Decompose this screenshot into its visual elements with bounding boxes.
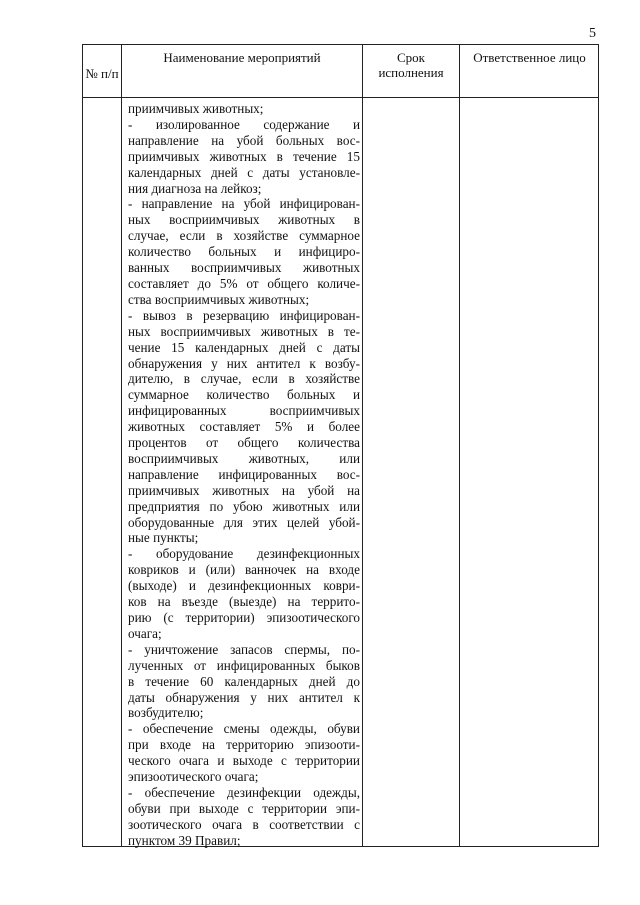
header-divider [83,97,598,98]
activity-line: инфицированных восприимчивых [128,403,360,419]
activity-line: возбудителю; [128,705,204,721]
activity-line: дителю, в случае, если в хозяйстве [128,371,360,387]
activity-line: чение 15 календарных дней с даты [128,339,360,355]
activity-line: - изолированное содержание и [128,116,360,132]
measures-table [82,44,599,847]
activity-line: - направление на убой инфицирован- [128,196,360,212]
activity-line: приимчивых животных в течение 15 [128,148,360,164]
activity-line: животных составляет 5% и более [128,419,360,435]
activity-line: в течение 60 календарных дней до [128,673,360,689]
column-divider [121,45,122,846]
activity-line: ния диагноза на лейкоз; [128,180,262,196]
activity-line: ные пункты; [128,530,199,546]
activity-line: составляет до 5% от общего количе- [128,275,360,291]
activity-line: приимчивых животных на убой на [128,482,360,498]
activity-line: обуви при выходе с территории эпи- [128,800,360,816]
activity-line: ванных восприимчивых животных [128,260,360,276]
activity-line: - обеспечение смены одежды, обуви [128,721,360,737]
activity-line: зоотического очага в соответствии с [128,816,360,832]
activity-line: - обеспечение дезинфекции одежды, [128,784,360,800]
activity-line: ков на въезде (выезде) на террито- [128,594,360,610]
column-divider [459,45,460,846]
column-divider [362,45,363,846]
activity-line: ных восприимчивых животных в [128,212,360,228]
activity-line: очага; [128,625,162,641]
activity-line: при входе на территорию эпизооти- [128,737,360,753]
activity-line: - оборудование дезинфекционных [128,546,360,562]
activity-line: ных восприимчивых животных в те- [128,323,360,339]
activity-line: эпизоотического очага; [128,769,259,785]
header-responsible: Ответственное лицо [473,50,586,65]
activity-line: направление инфицированных вос- [128,466,360,482]
activity-line: рию (с территории) эпизоотического [128,610,360,625]
activity-line: суммарное количество больных и [128,387,360,403]
activity-line: процентов от общего количества [128,435,360,451]
activity-line: лученных от инфицированных быков [128,657,360,673]
activity-line: направление на убой больных вос- [128,132,360,148]
activity-line: ческого очага и выходе с территории [128,753,360,769]
activity-line: восприимчивых животных, или [128,450,360,466]
activity-line: оборудованные для этих целей убой- [128,514,360,530]
activity-line: календарных дней с даты установле- [128,164,360,180]
activity-line: пунктом 39 Правил; [128,832,241,848]
activity-line: случае, если в хозяйстве суммарное [128,228,360,244]
activity-line: ковриков и (или) ванночек на входе [128,562,360,578]
activity-line: количество больных и инфициро- [128,244,360,260]
header-number: № п/п [85,66,119,81]
activity-line: - вывоз в резервацию инфицирован- [128,307,360,323]
activity-line: обнаружения у них антител к возбу- [128,355,360,371]
header-activity: Наименование мероприятий [163,50,321,65]
activity-line: приимчивых животных; [128,101,264,116]
activity-line: - уничтожение запасов спермы, по- [128,641,360,657]
header-deadline: Срок исполнения [378,50,444,80]
activity-line: (выходе) и дезинфекционных коври- [128,578,360,594]
activity-line: даты обнаружения у них антител к [128,689,360,705]
page-number: 5 [589,26,596,41]
activity-line: ства восприимчивых животных; [128,291,310,307]
activity-cell-text [128,101,360,849]
activity-line: предприятия по убою животных или [128,498,360,514]
